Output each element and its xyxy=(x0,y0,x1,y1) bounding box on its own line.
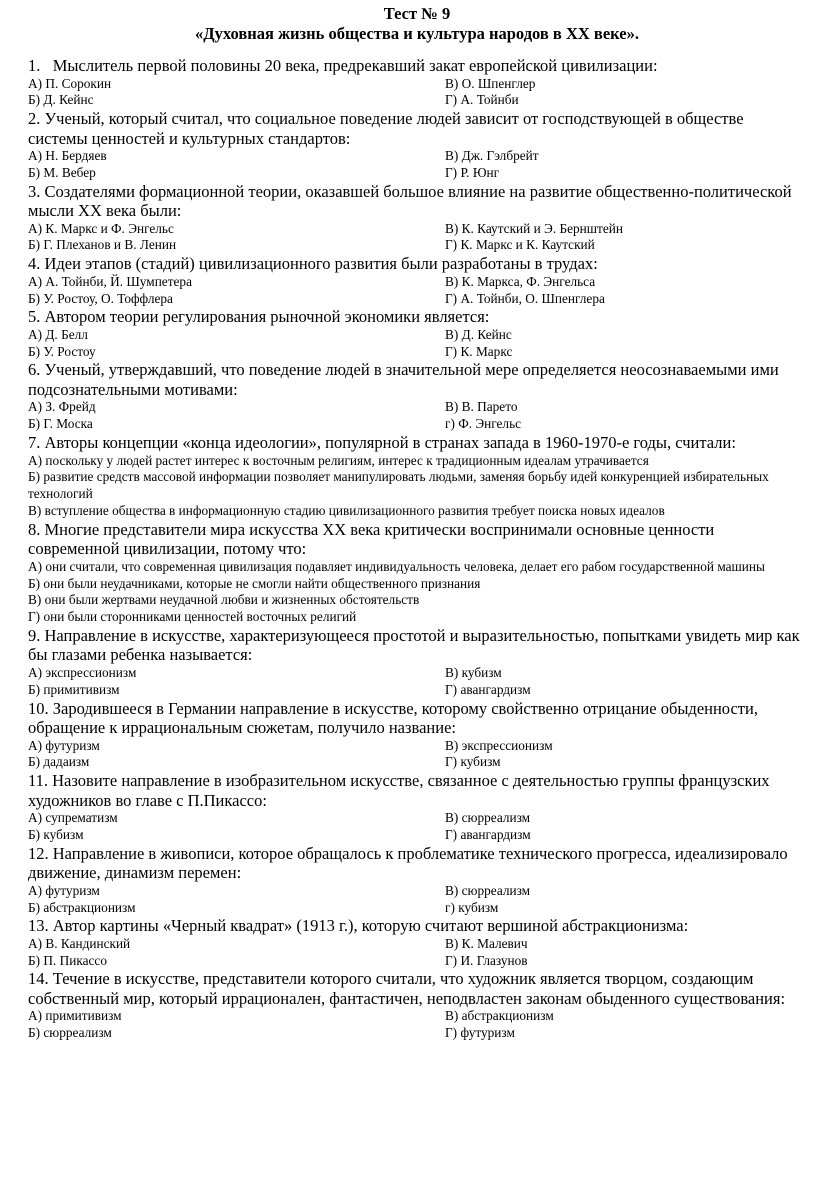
answer-option: В) вступление общества в информационную стадию цивилизационного развития требует поиска новых идеалов xyxy=(28,502,665,518)
answer-option: Б) сюрреализм xyxy=(28,1025,112,1041)
answer-option: Б) кубизм xyxy=(28,826,84,842)
question-4 xyxy=(28,254,806,307)
answer-option: В) они были жертвами неудачной любви и жизненных обстоятельств xyxy=(28,592,420,608)
answer-option: Г) футуризм xyxy=(445,1025,515,1041)
answer-option: В) экспрессионизм xyxy=(445,737,553,753)
questions-list xyxy=(28,56,806,1042)
answer-option: Б) Г. Плеханов и В. Ленин xyxy=(28,237,177,253)
answer-option: Г) кубизм xyxy=(445,754,501,770)
answer-option: Г) И. Глазунов xyxy=(445,952,528,968)
answer-option: А) примитивизм xyxy=(28,1008,122,1024)
answer-options xyxy=(28,883,806,917)
answer-option: В) О. Шпенглер xyxy=(445,75,536,91)
question-12 xyxy=(28,844,806,917)
answer-options xyxy=(28,399,806,433)
question-text: 6. Ученый, утверждавший, что поведение людей в значительной мере определяется неосознаваемыми ими подсознательными мотивами: xyxy=(28,360,779,399)
answer-option: А) А. Тойнби, Й. Шумпетера xyxy=(28,273,192,289)
answer-option: А) футуризм xyxy=(28,737,100,753)
question-8 xyxy=(28,520,806,626)
answer-option: Б) Д. Кейнс xyxy=(28,92,94,108)
answer-option: г) кубизм xyxy=(445,899,499,915)
question-text: 13. Автор картины «Черный квадрат» (1913 г.), которую считают вершиной абстракционизма: xyxy=(28,916,689,936)
answer-option: А) футуризм xyxy=(28,882,100,898)
answer-option: Г) К. Маркс xyxy=(445,343,513,359)
answer-option: Г) они были сторонниками ценностей восточных религий xyxy=(28,609,357,625)
answer-options xyxy=(28,1008,806,1042)
answer-option: А) супрематизм xyxy=(28,810,118,826)
test-subtitle: «Духовная жизнь общества и культура народов в XX веке». xyxy=(195,24,639,43)
answer-options xyxy=(28,738,806,772)
answer-option: А) поскольку у людей растет интерес к восточным религиям, интерес к традиционным идеалам утрачивается xyxy=(28,452,649,468)
question-10 xyxy=(28,699,806,772)
answer-options xyxy=(28,665,806,699)
question-11 xyxy=(28,771,806,844)
answer-option: А) экспрессионизм xyxy=(28,664,137,680)
answer-option: В) В. Парето xyxy=(445,399,518,415)
question-text: 4. Идеи этапов (стадий) цивилизационного развития были разработаны в трудах: xyxy=(28,254,598,274)
question-3 xyxy=(28,182,806,255)
answer-option: В) К. Малевич xyxy=(445,935,528,951)
answer-options xyxy=(28,148,806,182)
answer-option: А) П. Сорокин xyxy=(28,75,112,91)
question-text: 9. Направление в искусстве, характеризующееся простотой и выразительностью, попытками увидеть мир как бы глазами ребенка называется: xyxy=(28,625,800,665)
question-text: 10. Зародившееся в Германии направление в искусстве, которому свойственно отрицание обыденности, обращение к иррациональным сюжетам, получило название: xyxy=(28,698,758,738)
question-text: 2. Ученый, который считал, что социальное поведение людей зависит от господствующей в обществе системы ценностей и культурных стандартов: xyxy=(28,109,744,148)
question-text: 14. Течение в искусстве, представители которого считали, что художник является творцом, создающим собственный мир, который иррационален, фантастичен, неподвластен законам обыденного существования: xyxy=(28,969,786,1008)
answer-option: Б) развитие средств массовой информации позволяет манипулировать людьми, заменяя борьбу идей конкуренцией избирательных технологий xyxy=(28,469,769,502)
answer-option: Б) абстракционизм xyxy=(28,899,136,915)
answer-option: Б) Г. Моска xyxy=(28,416,93,432)
answer-option: Г) авангардизм xyxy=(445,681,531,697)
answer-option: Г) А. Тойнби, О. Шпенглера xyxy=(445,290,605,306)
answer-option: Г) Р. Юнг xyxy=(445,164,500,180)
answer-option: А) З. Фрейд xyxy=(28,399,96,415)
answer-option: В) сюрреализм xyxy=(445,882,531,898)
question-text: 7. Авторы концепции «конца идеологии», популярной в странах запада в 1960-1970-е годы, считали: xyxy=(28,433,736,453)
question-text: 12. Направление в живописи, которое обращалось к проблематике технического прогресса, идеализировало движение, динамизм перемен: xyxy=(28,843,788,883)
answer-option: Б) У. Ростоу, О. Тоффлера xyxy=(28,290,173,306)
answer-options xyxy=(28,810,806,844)
title-block xyxy=(28,4,806,44)
answer-option: Б) дадаизм xyxy=(28,754,90,770)
question-text: 5. Автором теории регулирования рыночной экономики является: xyxy=(28,307,490,327)
question-9 xyxy=(28,626,806,699)
answer-option: А) Н. Бердяев xyxy=(28,148,107,164)
answer-option: Б) они были неудачниками, которые не смогли найти общественного признания xyxy=(28,575,481,591)
answer-option: Б) У. Ростоу xyxy=(28,343,96,359)
question-2 xyxy=(28,109,806,182)
answer-options xyxy=(28,274,806,308)
answer-option: г) Ф. Энгельс xyxy=(445,416,522,432)
answer-options xyxy=(28,221,806,255)
answer-option: Б) М. Вебер xyxy=(28,164,96,180)
test-title: Тест № 9 xyxy=(383,4,451,23)
answer-option: Б) П. Пикассо xyxy=(28,952,107,968)
question-text: 11. Назовите направление в изобразительном искусстве, связанное с деятельностью группы французских художников во главе с П.Пикассо: xyxy=(28,771,770,810)
answer-option: В) К. Каутский и Э. Бернштейн xyxy=(445,220,623,236)
answer-option: В) абстракционизм xyxy=(445,1008,554,1024)
answer-option: В) К. Маркса, Ф. Энгельса xyxy=(445,273,596,289)
answer-option: А) они считали, что современная цивилизация подавляет индивидуальность человека, делает его рабом государственной машины xyxy=(28,558,765,574)
question-5 xyxy=(28,307,806,360)
question-6 xyxy=(28,360,806,433)
answer-option: Г) авангардизм xyxy=(445,826,531,842)
answer-option: В) сюрреализм xyxy=(445,810,531,826)
question-13 xyxy=(28,916,806,969)
answer-option: А) К. Маркс и Ф. Энгельс xyxy=(28,220,174,236)
answer-options xyxy=(28,76,806,110)
question-text: 3. Создателями формационной теории, оказавшей большое влияние на развитие общественно-политической мысли XX века были: xyxy=(28,181,792,221)
answer-option: В) Дж. Гэлбрейт xyxy=(445,148,539,164)
question-7 xyxy=(28,433,806,520)
answer-option: Г) К. Маркс и К. Каутский xyxy=(445,237,595,253)
answer-options xyxy=(28,327,806,361)
answer-option: В) кубизм xyxy=(445,664,502,680)
question-text: 8. Многие представители мира искусства XX века критически воспринимали основные ценности современной цивилизации, потому что: xyxy=(28,519,715,559)
question-14 xyxy=(28,969,806,1042)
question-text: 1. Мыслитель первой половины 20 века, предрекавший закат европейской цивилизации: xyxy=(28,56,658,75)
answer-option: Г) А. Тойнби xyxy=(445,92,519,108)
answer-option: А) В. Кандинский xyxy=(28,935,131,951)
answer-option: В) Д. Кейнс xyxy=(445,326,512,342)
question-1 xyxy=(28,56,806,109)
answer-option: А) Д. Белл xyxy=(28,326,88,342)
answer-options xyxy=(28,936,806,970)
answer-option: Б) примитивизм xyxy=(28,681,120,697)
